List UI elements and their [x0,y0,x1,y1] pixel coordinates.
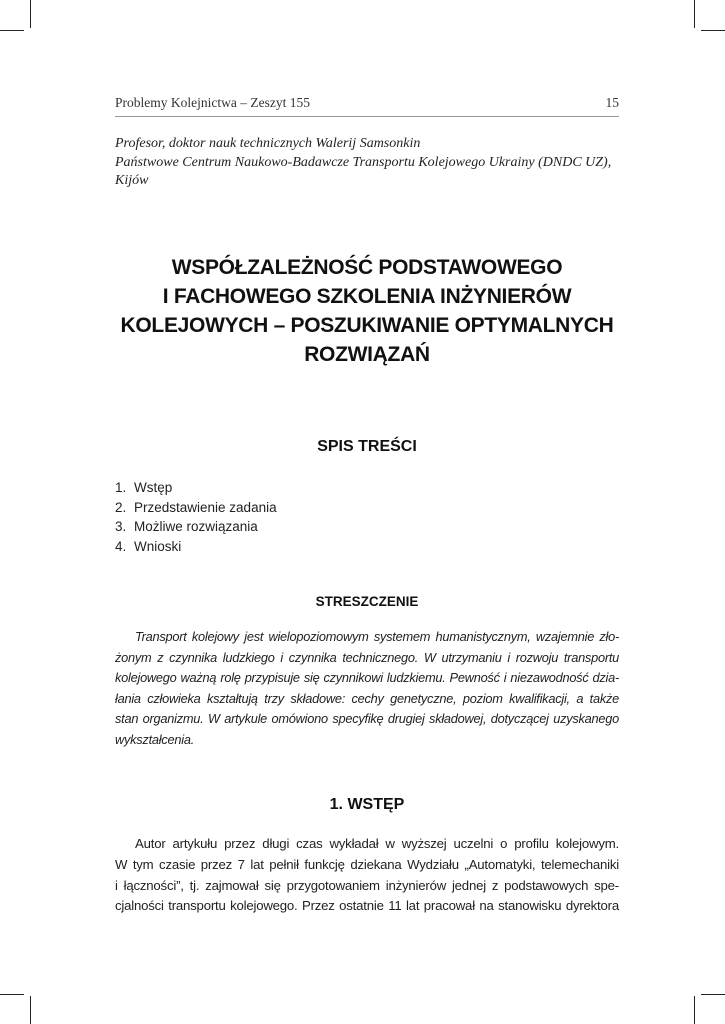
toc-item-number: 1. [115,480,127,495]
page-number: 15 [605,95,619,110]
body-line: i łączności”, tj. zajmował się przygotowaniem inżynierów jednej z podstawowych spe- [115,877,619,893]
abstract-heading: STRESZCZENIE [315,594,419,609]
toc-item-number: 3. [115,519,127,535]
toc-heading: SPIS TREŚCI [317,438,417,455]
crop-mark-bottom-left-h [0,994,24,995]
abstract-line: wykształcenia. [115,731,194,747]
toc-item-label: Przedstawienie zadania [134,499,277,515]
abstract-text [115,627,619,750]
abstract-line: kolejowego ważną rolę przypisuje się czynnikowi ludzkiemu. Pewność i niezawodność dzia- [115,670,619,685]
crop-mark-top-right [694,0,695,28]
title-line: ROZWIĄZAŃ [304,343,430,366]
abstract-line: łania człowieka kształtują trzy składowe: cechy genetyczne, poziom kwalifikacji, a także [115,690,619,706]
title-line: KOLEJOWYCH – POSZUKIWANIE OPTYMALNYCH [120,314,614,337]
section-heading: 1. WSTĘP [329,796,405,813]
toc-item-number: 2. [115,499,127,515]
abstract-line: żonym z czynnika ludzkiego i czynnika technicznego. W utrzymaniu i rozwoju transportu [115,649,619,665]
author-affiliation: Państwowe Centrum Naukowo-Badawcze Transportu Kolejowego Ukrainy (DNDC UZ), [115,154,612,170]
author-city: Kijów [115,173,149,188]
toc-item-number: 4. [115,539,127,555]
toc-item-label: Możliwe rozwiązania [134,519,258,535]
toc-item [115,478,515,498]
crop-mark-bottom-left [30,996,31,1024]
abstract-line: Transport kolejowy jest wielopoziomowym systemem humanistycznym, wzajemnie zło- [135,629,619,644]
body-line: cjalności transportu kolejowego. Przez ostatnie 11 lat pracował na stanowisku dyrektora [115,898,619,914]
crop-mark-bottom-right [694,996,695,1024]
author-name: Profesor, doktor nauk technicznych Walerij Samsonkin [115,136,421,151]
body-line: W tym czasie przez 7 lat pełnił funkcję dziekana Wydziału „Automatyki, telemechaniki [115,856,619,872]
author-block [115,135,621,191]
toc-item-label: Wnioski [134,539,182,555]
abstract-line: stan organizmu. W artykule omówiono specyfikę drugiej składowej, dotyczącej uzyskanego [115,711,619,726]
running-title: Problemy Kolejnictwa – Zeszyt 155 [115,95,310,110]
header-rule [115,116,619,117]
crop-mark-top-left [30,0,31,28]
toc-item-label: Wstęp [134,480,173,495]
section-body [115,834,619,917]
crop-mark-bottom-right-h [701,994,725,995]
table-of-contents [115,478,515,557]
toc-item [115,498,515,518]
crop-mark-top-left-h [0,30,24,31]
toc-item [115,537,515,557]
toc-item [115,517,515,537]
article-title [100,253,634,369]
body-line: Autor artykułu przez długi czas wykładał w wyższej uczelni o profilu kolejowym. [135,836,619,851]
title-line: I FACHOWEGO SZKOLENIA INŻYNIERÓW [162,285,572,308]
title-line: WSPÓŁZALEŻNOŚĆ PODSTAWOWEGO [171,256,563,279]
crop-mark-top-right-h [701,30,725,31]
